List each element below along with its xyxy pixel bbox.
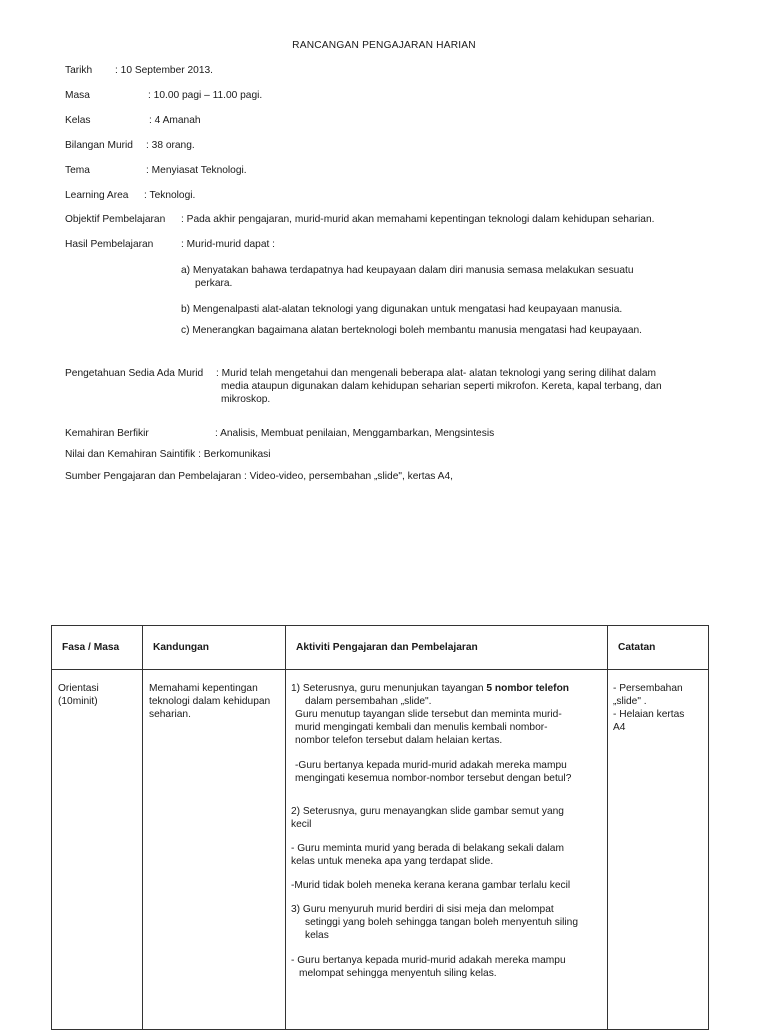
objektif-value: : Pada akhir pengajaran, murid-murid akan memahami kepentingan teknologi dalam kehidupan seharian. bbox=[181, 214, 655, 225]
outcome-c: c) Menerangkan bagaimana alatan berteknologi boleh membantu manusia mengatasi had keupayaan. bbox=[181, 325, 643, 336]
cell-fasa bbox=[52, 670, 143, 1030]
activity-1-text: 1) Seterusnya, guru menunjukan tayangan bbox=[291, 683, 487, 694]
activity-3-question-1: - Guru bertanya kepada murid-murid adakah mereka mampu bbox=[291, 955, 566, 966]
learning-area-label: Learning Area bbox=[65, 190, 129, 201]
fasa-name: Orientasi bbox=[58, 683, 99, 694]
pengetahuan-line1: : Murid telah mengetahui dan mengenali beberapa alat- alatan teknologi yang sering dilihat dalam bbox=[216, 368, 657, 379]
pengetahuan-line2: media ataupun digunakan dalam kehidupan seharian seperti mikrofon. Kereta, kapal terbang, dan bbox=[221, 381, 662, 392]
tarikh-value: : 10 September 2013. bbox=[115, 65, 213, 76]
activity-2-line2: kecil bbox=[291, 819, 312, 830]
outcome-a: a) Menyatakan bahawa terdapatnya had keupayaan dalam diri manusia semasa melakukan sesuatu bbox=[181, 265, 634, 276]
objektif-label: Objektif Pembelajaran bbox=[65, 214, 166, 225]
learning-area-value: : Teknologi. bbox=[144, 190, 196, 201]
catatan-line4: A4 bbox=[613, 722, 626, 733]
outcome-a-cont: perkara. bbox=[195, 278, 233, 289]
tema-value: : Menyiasat Teknologi. bbox=[146, 165, 247, 176]
pengetahuan-line3: mikroskop. bbox=[221, 394, 271, 405]
catatan-line2: „slide" . bbox=[613, 696, 647, 707]
sumber-line: Sumber Pengajaran dan Pembelajaran : Video-video, persembahan „slide", kertas A4, bbox=[65, 471, 453, 482]
masa-value: : 10.00 pagi – 11.00 pagi. bbox=[148, 90, 263, 101]
activity-1 bbox=[291, 682, 601, 695]
activity-3-question-2: melompat sehingga menyentuh siling kelas. bbox=[299, 968, 497, 979]
table-row bbox=[52, 670, 709, 1030]
kelas-label: Kelas bbox=[65, 115, 91, 126]
activity-1-question-2: mengingati kesemua nombor-nombor tersebut dengan betul? bbox=[295, 773, 572, 784]
activity-2-guru-1: - Guru meminta murid yang berada di belakang sekali dalam bbox=[291, 843, 564, 854]
header-aktiviti: Aktiviti Pengajaran dan Pembelajaran bbox=[286, 626, 608, 670]
hasil-label: Hasil Pembelajaran bbox=[65, 239, 154, 250]
activity-1-line5: nombor telefon tersebut dalam helaian kertas. bbox=[295, 735, 503, 746]
activity-2-guru-2: kelas untuk meneka apa yang terdapat slide. bbox=[291, 856, 494, 867]
activity-2-line1: 2) Seterusnya, guru menayangkan slide gambar semut yang bbox=[291, 806, 564, 817]
kelas-value: : 4 Amanah bbox=[149, 115, 201, 126]
activity-2-murid: -Murid tidak boleh meneka kerana kerana gambar terlalu kecil bbox=[291, 880, 571, 891]
masa-label: Masa bbox=[65, 90, 90, 101]
activity-3-line1: 3) Guru menyuruh murid berdiri di sisi meja dan melompat bbox=[291, 904, 554, 915]
fasa-time: (10minit) bbox=[58, 696, 98, 707]
activity-3-line3: kelas bbox=[305, 930, 329, 941]
table-header-row bbox=[52, 626, 709, 670]
page-title: RANCANGAN PENGAJARAN HARIAN bbox=[292, 40, 476, 51]
activity-1-line4: murid mengingati kembali dan menulis kembali nombor- bbox=[295, 722, 548, 733]
header-kandungan: Kandungan bbox=[143, 626, 286, 670]
activity-3-line2: setinggi yang boleh sehingga tangan boleh menyentuh siling bbox=[305, 917, 579, 928]
cell-kandungan bbox=[143, 670, 286, 1030]
cell-catatan bbox=[608, 670, 709, 1030]
tarikh-label: Tarikh bbox=[65, 65, 93, 76]
kemahiran-value: : Analisis, Membuat penilaian, Menggambarkan, Mengsintesis bbox=[215, 428, 495, 439]
bilangan-label: Bilangan Murid bbox=[65, 140, 133, 151]
activity-1-line3: Guru menutup tayangan slide tersebut dan meminta murid- bbox=[295, 709, 562, 720]
cell-aktiviti bbox=[286, 670, 608, 1030]
activity-1-bold: 5 nombor telefon bbox=[486, 683, 570, 694]
bilangan-value: : 38 orang. bbox=[146, 140, 195, 151]
kandungan-text: Memahami kepentingan teknologi dalam kehidupan seharian. bbox=[149, 683, 271, 720]
tema-label: Tema bbox=[65, 165, 90, 176]
catatan-line1: - Persembahan bbox=[613, 683, 683, 694]
outcome-b: b) Mengenalpasti alat-alatan teknologi yang digunakan untuk mengatasi had keupayaan manusia. bbox=[181, 304, 623, 315]
activity-1-question-1: -Guru bertanya kepada murid-murid adakah mereka mampu bbox=[295, 760, 567, 771]
hasil-value: : Murid-murid dapat : bbox=[181, 239, 275, 250]
header-fasa: Fasa / Masa bbox=[52, 626, 143, 670]
nilai-line: Nilai dan Kemahiran Saintifik : Berkomunikasi bbox=[65, 449, 271, 460]
header-catatan: Catatan bbox=[608, 626, 709, 670]
lesson-plan-table bbox=[51, 625, 709, 1030]
kemahiran-label: Kemahiran Berfikir bbox=[65, 428, 149, 439]
activity-1-line2: dalam persembahan „slide". bbox=[305, 696, 432, 707]
catatan-line3: - Helaian kertas bbox=[613, 709, 685, 720]
pengetahuan-label: Pengetahuan Sedia Ada Murid bbox=[65, 368, 204, 379]
